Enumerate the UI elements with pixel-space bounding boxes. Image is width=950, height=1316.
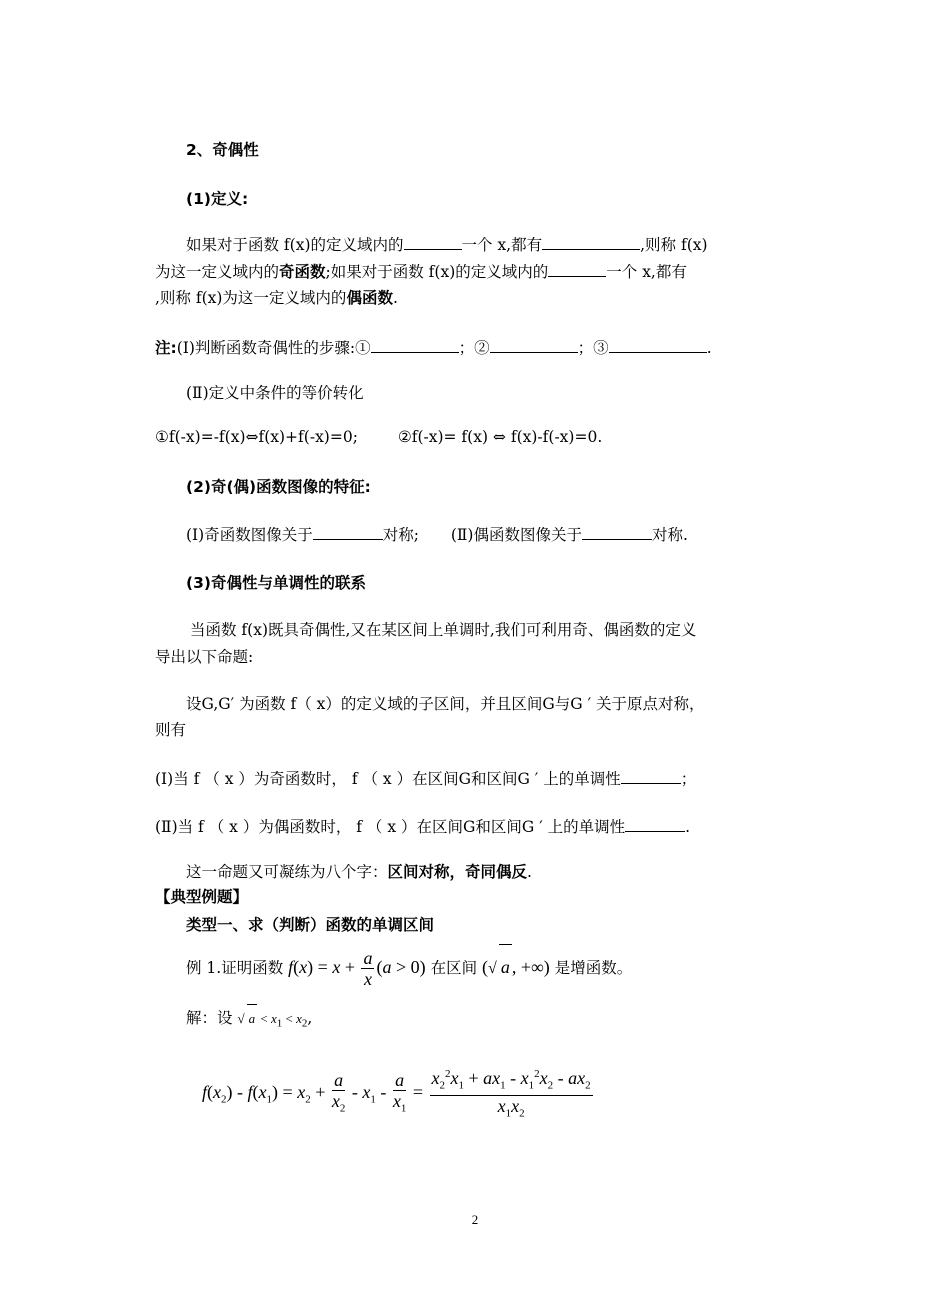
blank-field [621, 768, 681, 784]
blank-field [542, 234, 640, 250]
example-formula: f(x) = x + $\frac{a}{x}$ (a > 0) [288, 948, 426, 990]
set-line-1: 设G,G′ 为函数 f（ x）的定义域的子区间，并且区间G与G ′ 关于原点对称， [186, 695, 705, 713]
type-one-heading: 类型一、求（判断）函数的单调区间 [186, 916, 435, 934]
note-text: (Ⅰ)判断函数奇偶性的步骤:① [176, 339, 371, 357]
definition-line-1 [186, 234, 708, 255]
note-text: ；② [458, 339, 490, 357]
note-text: . [706, 339, 712, 357]
blank-field [609, 337, 707, 353]
blank-field [404, 234, 462, 250]
blank-field [313, 524, 383, 540]
def-text: 一个 x,都有 [606, 263, 687, 281]
summary-line [186, 862, 532, 882]
blank-field [371, 337, 459, 353]
definition-line-3 [155, 288, 398, 308]
blank-field [582, 524, 652, 540]
def-text: . [392, 289, 398, 307]
odd-function-term: 奇函数 [279, 263, 326, 281]
graph-text: (Ⅰ)奇函数图像关于 [186, 526, 313, 544]
blank-field [490, 337, 578, 353]
note-text: ；③ [577, 339, 609, 357]
definition-line-2 [155, 261, 687, 282]
summary-text: 这一命题又可凝练为八个字： [186, 863, 388, 881]
equivalence-1: ①f(-x)=-f(x)⇔f(x)+f(-x)=0; [155, 428, 358, 446]
graph-text: (Ⅱ)偶函数图像关于 [450, 526, 582, 544]
interval-formula: (√ a , +∞) [482, 957, 550, 977]
def-text: 一个 x,都有 [461, 236, 543, 254]
section-title: 2、奇偶性 [186, 141, 259, 159]
case-text: (Ⅱ)当 f （ x ）为偶函数时， f （ x ）在区间G和区间G ′ 上的单调性 [155, 818, 626, 836]
case-text: . [685, 818, 691, 836]
set-line-2: 则有 [155, 721, 187, 739]
solution-label: 解：设 [186, 1009, 233, 1027]
equivalence-2: ②f(-x)= f(x) ⇔ f(x)-f(-x)=0. [397, 428, 603, 446]
example-1 [186, 944, 632, 991]
graph-text: 对称. [651, 526, 688, 544]
summary-key-phrase: 区间对称，奇同偶反 [387, 863, 528, 881]
solution-assumption: √ $a < x_1 < x_2$ [237, 1011, 307, 1026]
monotonicity-line-2: 导出以下命题: [155, 648, 254, 666]
even-function-term: 偶函数 [346, 289, 393, 307]
difference-formula: $f(x_2) - f(x_1) = x_2$ + $\frac{a}{x_2}$ - $x_1$ - $\frac{a}{x_1}$ = $\frac{x_2^2x_1 + ax_1 - x_1^2x_2 - ax_2}{x_1x_2}$ [202, 1062, 595, 1130]
equivalence-line [155, 427, 602, 447]
equivalence-heading: (Ⅱ)定义中条件的等价转化 [186, 384, 364, 402]
page-number: 2 [471, 1212, 479, 1227]
monotonicity-heading: (3)奇偶性与单调性的联系 [186, 574, 366, 592]
def-text: ,则称 f(x)为这一定义域内的 [155, 289, 347, 307]
case-even [155, 816, 690, 837]
examples-heading: 【典型例题】 [155, 888, 249, 906]
example-text: 在区间 [430, 959, 478, 977]
example-text: 是增函数。 [554, 959, 633, 977]
note-line [155, 337, 712, 358]
note-label: 注: [155, 339, 177, 357]
def-text: 如果对于函数 f(x)的定义域内的 [186, 236, 404, 254]
definition-heading: (1)定义: [186, 190, 249, 208]
graph-text: 对称; [382, 526, 419, 544]
blank-field [625, 816, 685, 832]
solution-line: 解：设 √ $a < x_1 < x_2$, [186, 1004, 312, 1038]
def-text: 为这一定义域内的 [155, 263, 280, 281]
example-text: 例 1.证明函数 [186, 959, 284, 977]
case-text: (Ⅰ)当 f （ x ）为奇函数时， f （ x ）在区间G和区间G ′ 上的单调性 [155, 770, 621, 788]
def-text: ;如果对于函数 f(x)的定义域内的 [325, 263, 549, 281]
blank-field [548, 261, 606, 277]
monotonicity-line-1: 当函数 f(x)既具奇偶性,又在某区间上单调时,我们可利用奇、偶函数的定义 [190, 621, 697, 639]
def-text: ,则称 f(x) [640, 236, 708, 254]
case-odd [155, 768, 696, 789]
graph-line [186, 524, 688, 545]
graph-heading: (2)奇(偶)函数图像的特征: [186, 478, 371, 496]
case-text: ； [680, 770, 697, 788]
summary-text: . [527, 863, 532, 881]
